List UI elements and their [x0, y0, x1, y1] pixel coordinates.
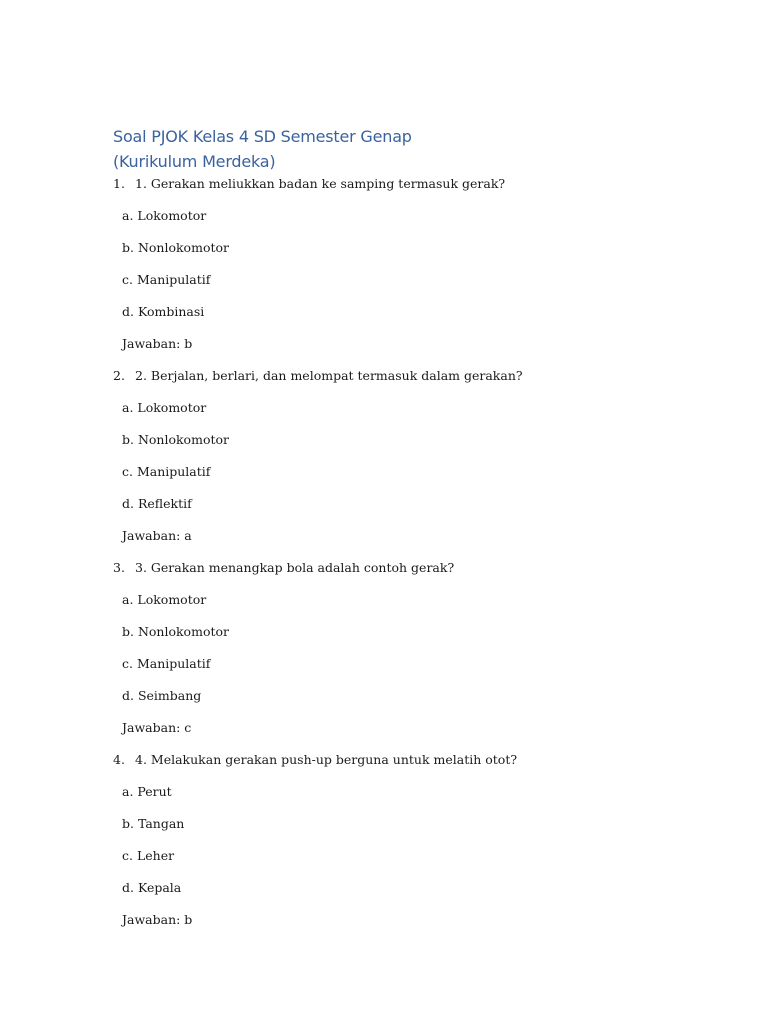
answer-line: Jawaban: b: [122, 912, 193, 927]
question-item: [113, 366, 713, 558]
option-d: d. Kepala: [122, 880, 182, 895]
answer-line: Jawaban: b: [122, 336, 193, 351]
question-text: 1. Gerakan meliukkan badan ke samping termasuk gerak?: [135, 176, 506, 191]
question-number: 2.: [113, 368, 125, 383]
option-a: a. Lokomotor: [122, 208, 207, 223]
option-d: d. Seimbang: [122, 688, 202, 703]
question-text-line: [113, 558, 713, 590]
question-item: [113, 750, 713, 942]
title-line-1: Soal PJOK Kelas 4 SD Semester Genap: [113, 127, 412, 146]
option-a: a. Lokomotor: [122, 400, 207, 415]
question-text: 4. Melakukan gerakan push-up berguna untuk melatih otot?: [135, 752, 518, 767]
title-line-2: (Kurikulum Merdeka): [113, 152, 276, 171]
option-a: a. Lokomotor: [122, 592, 207, 607]
question-number: 3.: [113, 560, 125, 575]
question-list: [113, 174, 713, 942]
document-title: [113, 124, 673, 174]
question-text-line: [113, 174, 713, 206]
option-a: a. Perut: [122, 784, 172, 799]
option-d: d. Reflektif: [122, 496, 192, 511]
option-c: c. Manipulatif: [122, 272, 211, 287]
question-text-line: [113, 366, 713, 398]
option-b: b. Nonlokomotor: [122, 240, 229, 255]
option-b: b. Tangan: [122, 816, 185, 831]
option-c: c. Leher: [122, 848, 175, 863]
question-number: 4.: [113, 752, 125, 767]
option-c: c. Manipulatif: [122, 656, 211, 671]
option-c: c. Manipulatif: [122, 464, 211, 479]
option-b: b. Nonlokomotor: [122, 432, 229, 447]
question-text-line: [113, 750, 713, 782]
option-d: d. Kombinasi: [122, 304, 205, 319]
question-text: 2. Berjalan, berlari, dan melompat termasuk dalam gerakan?: [135, 368, 523, 383]
option-b: b. Nonlokomotor: [122, 624, 229, 639]
answer-line: Jawaban: a: [122, 528, 192, 543]
question-item: [113, 558, 713, 750]
question-item: [113, 174, 713, 366]
question-text: 3. Gerakan menangkap bola adalah contoh gerak?: [135, 560, 455, 575]
answer-line: Jawaban: c: [122, 720, 192, 735]
question-number: 1.: [113, 176, 125, 191]
